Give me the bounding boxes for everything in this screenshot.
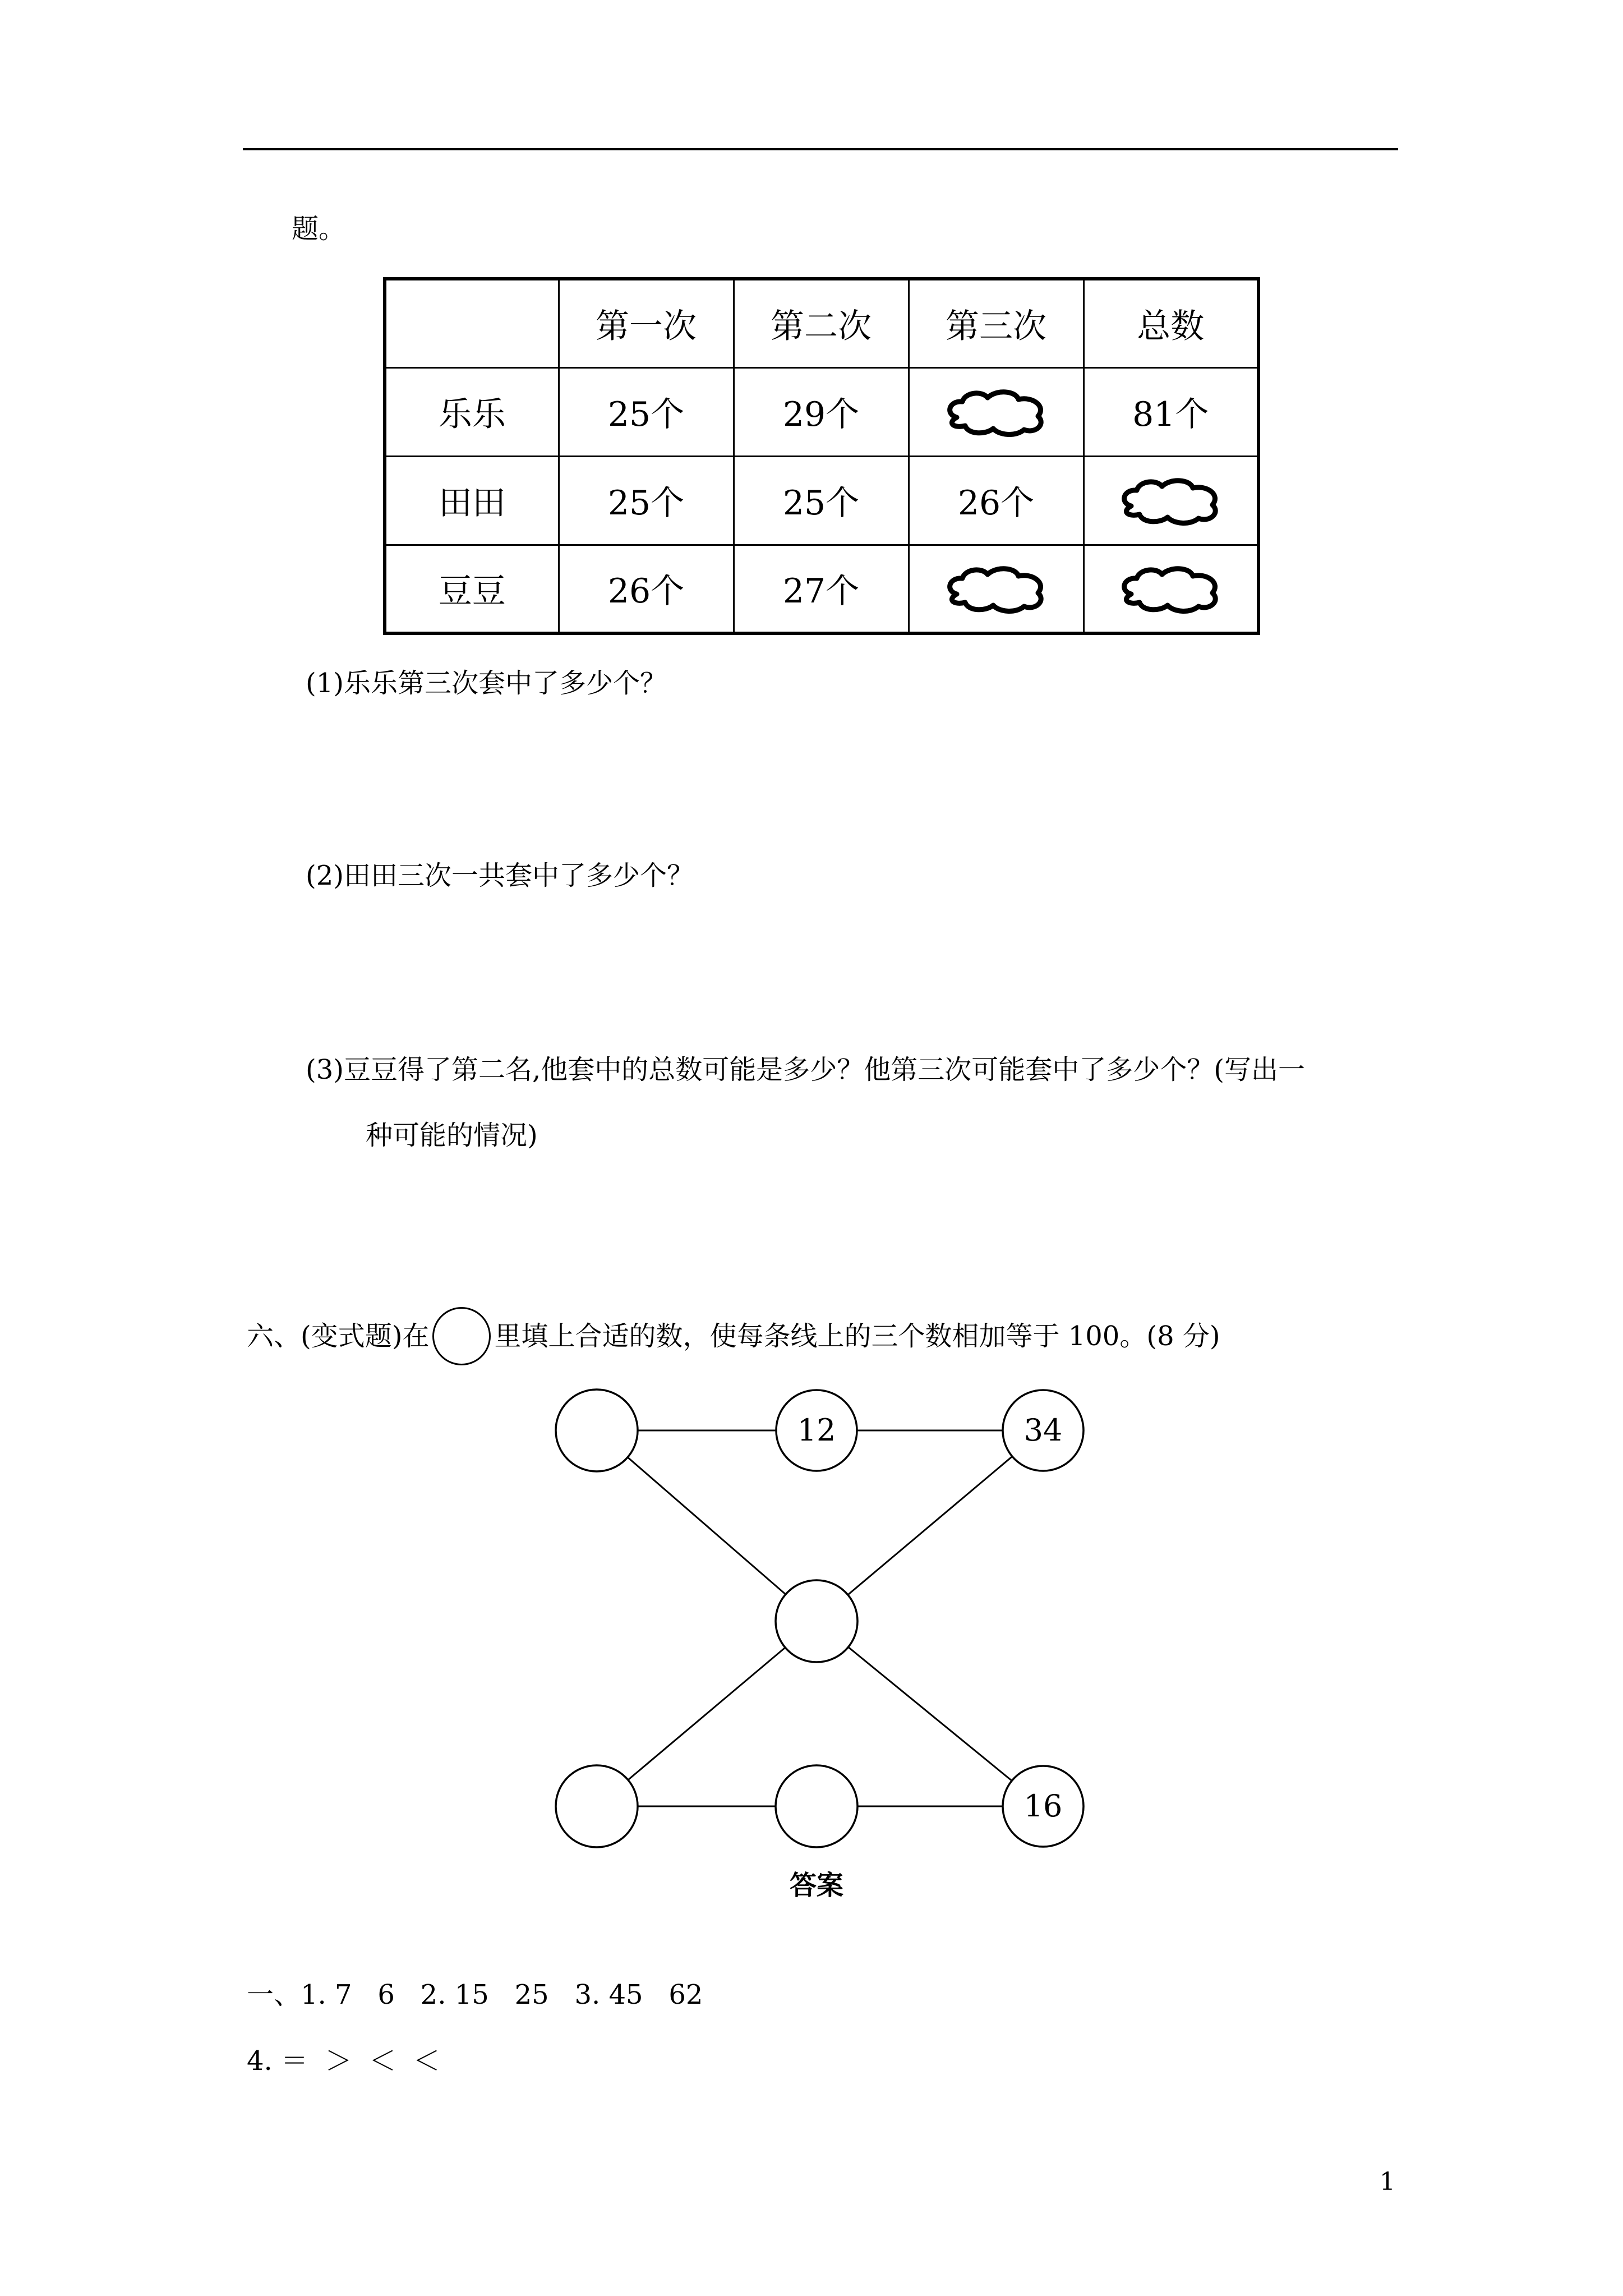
cloud-icon: [1083, 456, 1258, 545]
number-lines-diagram: [538, 1369, 1099, 1874]
svg-text:34: 34: [1023, 1412, 1063, 1448]
row-name: 乐乐: [385, 367, 559, 456]
table-cell: 26个: [909, 456, 1083, 545]
answers-heading: 答案: [790, 1870, 844, 1901]
top-fragment: 题。: [292, 213, 346, 245]
cloud-icon: [1083, 545, 1258, 633]
cloud-icon: [909, 367, 1083, 456]
node-bottom-middle[interactable]: [776, 1765, 857, 1847]
section-6-suffix: 里填上合适的数，使每条线上的三个数相加等于 100。(8 分): [494, 1320, 1220, 1352]
cloud-icon: [909, 545, 1083, 633]
row-name: 豆豆: [385, 545, 559, 633]
node-bottom-right: [1003, 1766, 1083, 1847]
table-cell: 25个: [559, 367, 734, 456]
node-top-right: [1003, 1390, 1083, 1471]
table-header-cell: 第三次: [909, 279, 1083, 367]
node-top-left[interactable]: [556, 1389, 638, 1471]
table-cell: 81个: [1083, 367, 1258, 456]
answers-line-2: 4. ＝ ＞ ＜ ＜: [247, 2045, 440, 2077]
table-cell: 27个: [734, 545, 909, 633]
question-2: (2)田田三次一共套中了多少个？: [306, 860, 694, 891]
header-rule: [243, 148, 1398, 150]
question-3-line1: (3)豆豆得了第二名,他套中的总数可能是多少？他第三次可能套中了多少个？(写出一: [306, 1054, 1305, 1085]
table-cell: 25个: [559, 456, 734, 545]
score-table: [383, 277, 1260, 635]
node-top-middle: [776, 1390, 857, 1471]
section-6-prefix: 六、(变式题)在: [247, 1320, 430, 1352]
svg-text:16: 16: [1023, 1788, 1063, 1824]
svg-text:12: 12: [797, 1412, 836, 1448]
answers-line-1: 一、1. 7 6 2. 15 25 3. 45 62: [247, 1979, 703, 2010]
table-header-cell: 第一次: [559, 279, 734, 367]
table-header-cell: 总数: [1083, 279, 1258, 367]
table-row: [385, 367, 1258, 456]
page-number: 1: [1380, 2168, 1395, 2196]
table-header-cell: 第二次: [734, 279, 909, 367]
node-bottom-left[interactable]: [556, 1765, 638, 1847]
node-center[interactable]: [776, 1580, 857, 1662]
table-cell: 26个: [559, 545, 734, 633]
question-1: (1)乐乐第三次套中了多少个？: [306, 668, 667, 699]
table-cell: 29个: [734, 367, 909, 456]
section-6-heading: [247, 1307, 1220, 1365]
table-header-row: [385, 279, 1258, 367]
table-row: [385, 456, 1258, 545]
question-3-line2: 种可能的情况): [366, 1120, 538, 1151]
blank-circle-icon: [432, 1307, 491, 1365]
table-row: [385, 545, 1258, 633]
row-name: 田田: [385, 456, 559, 545]
table-cell: 25个: [734, 456, 909, 545]
table-header-cell: [385, 279, 559, 367]
